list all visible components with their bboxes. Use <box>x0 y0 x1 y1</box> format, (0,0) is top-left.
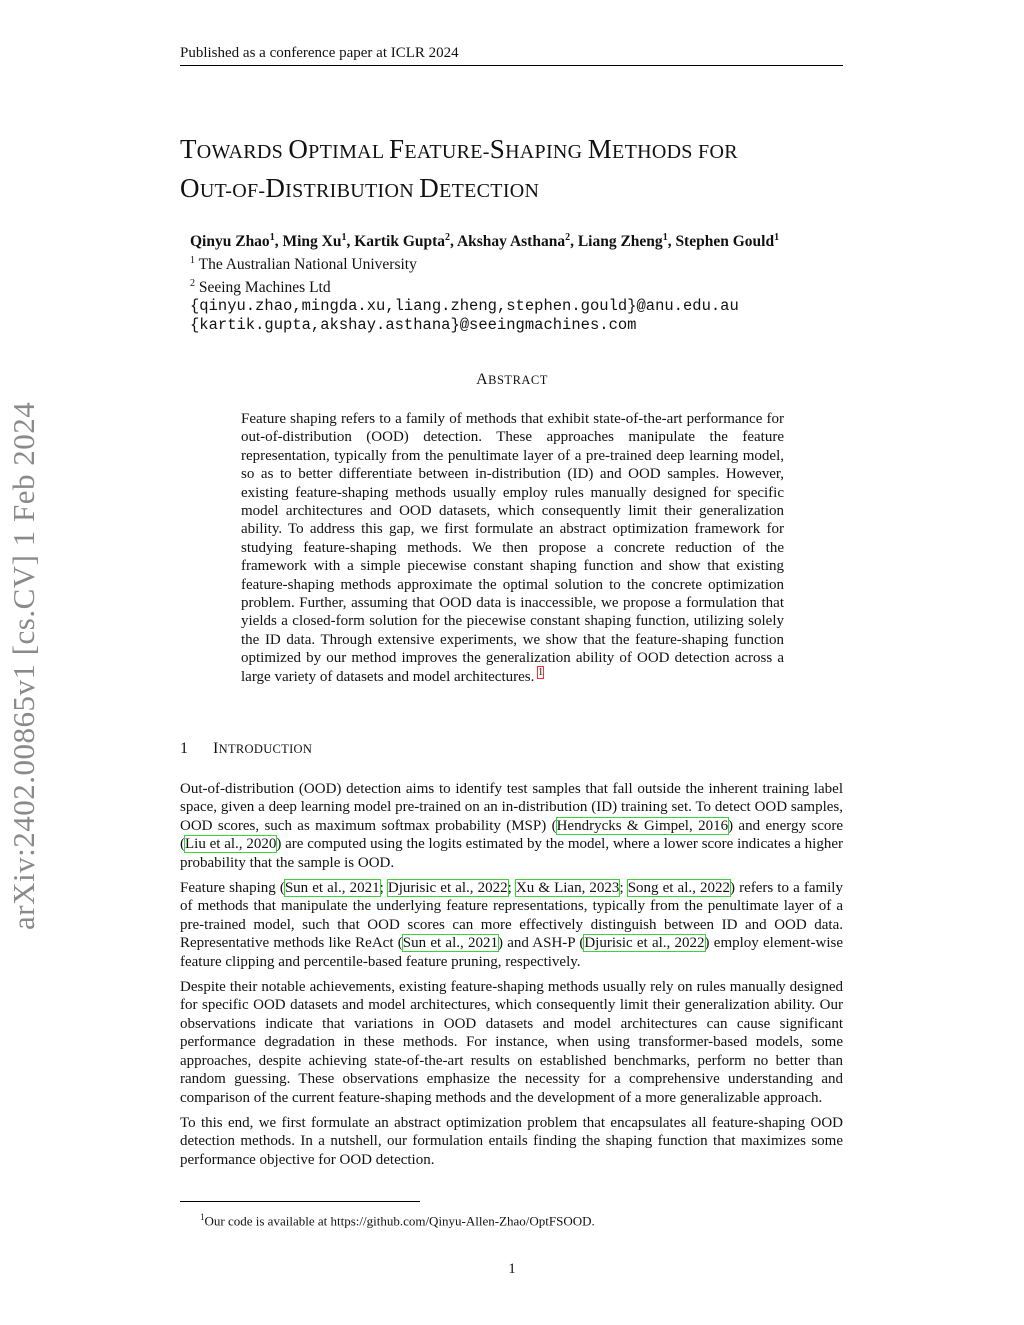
paragraph-text: ) and ASH-P ( <box>497 935 585 952</box>
title-rest: EATURE- <box>404 141 490 163</box>
author-separator: , <box>450 233 457 251</box>
paper-title <box>180 131 860 209</box>
title-cap: S <box>489 134 506 164</box>
footnote-rule <box>180 1201 420 1202</box>
title-rest: UT-OF- <box>199 180 266 202</box>
title-rest: HAPING <box>505 141 588 163</box>
abstract-heading: ABSTRACT <box>476 371 548 388</box>
citation-link[interactable]: Sun et al., 2021 <box>402 935 498 952</box>
paragraph <box>180 780 843 872</box>
title-cap: D <box>265 173 286 203</box>
author-affiliation-mark: 2 <box>445 232 451 243</box>
footnote: $^1$Our code is available at https://github.com/Qinyu-Allen-Zhao/OptFSOOD. <box>200 1212 595 1229</box>
running-header: Published as a conference paper at ICLR 2024 <box>180 44 843 66</box>
paragraph <box>180 879 843 971</box>
title-line-1 <box>180 131 860 170</box>
citation-link[interactable]: Sun et al., 2021 <box>284 880 380 897</box>
email-line-2: {kartik.gupta,akshay.asthana}@seeingmachines.com <box>190 316 637 335</box>
author-affiliation-mark: 1 <box>269 232 275 243</box>
paragraph-text: Out-of-distribution (OOD) detection aims to identify test samples that fall outside the inherent training label space, given a deep learning model pre-trained on an in-distribution (ID) training set. To detect OOD samples, OOD scores, such as maximum softmax probability (MSP) ( <box>180 781 843 834</box>
page-number: 1 <box>508 1261 516 1277</box>
title-rest: ISTRIBUTION <box>285 180 420 202</box>
paragraph-text: ) employ element-wise feature clipping and percentile-based feature pruning, respectively. <box>180 935 843 970</box>
author-block <box>190 228 850 335</box>
author-affiliation-mark: 1 <box>662 232 668 243</box>
author-name: Ming Xu <box>282 233 342 251</box>
title-cap: D <box>419 173 440 203</box>
arxiv-stamp: arXiv:2402.00865v1 [cs.CV] 1 Feb 2024 <box>6 401 41 930</box>
paragraph <box>180 978 843 1107</box>
title-cap: O <box>180 173 200 203</box>
paragraph-text: To this end, we first formulate an abstract optimization problem that encapsulates all feature-shaping OOD detection methods. In a nutshell, our formulation entails finding the shaping function that maximizes some performance objective for OOD detection. <box>180 1114 843 1168</box>
citation-link[interactable]: Djurisic et al., 2022 <box>387 880 508 897</box>
citation-link[interactable]: Song et al., 2022 <box>627 880 730 897</box>
title-rest: ETECTION <box>439 180 540 202</box>
section-heading: 1 INTRODUCTION <box>180 740 313 757</box>
author-name: Kartik Gupta <box>354 233 446 251</box>
title-rest: OWARDS <box>196 141 289 163</box>
author-affiliation-mark: 2 <box>565 232 571 243</box>
author-list <box>190 228 850 251</box>
citation-link[interactable]: Djurisic et al., 2022 <box>584 935 705 952</box>
citation-link[interactable]: Liu et al., 2020 <box>185 836 277 853</box>
author-name: Liang Zheng <box>577 233 663 251</box>
affiliation-2: $^2$ Seeing Machines Ltd <box>190 278 331 297</box>
author-separator: , <box>274 233 283 251</box>
title-cap: M <box>587 134 613 164</box>
title-rest: PTIMAL <box>308 141 389 163</box>
email-line-1: {qinyu.zhao,mingda.xu,liang.zheng,stephen.gould}@anu.edu.au <box>190 297 739 316</box>
footnote-link[interactable]: 1 <box>538 666 544 678</box>
paragraph-text: Despite their notable achievements, existing feature-shaping methods usually rely on rules manually designed for specific OOD datasets and model architectures, which consequently limit their generalization ability. Our observations indicate that variations in OOD datasets and model architectures can cause significant performance degradation in these methods. For instance, when using transformer-based models, some approaches, despite achieving state-of-the-art results on established benchmarks, perform no better than random guessing. These observations emphasize the necessity for a comprehensive understanding and comparison of the current feature-shaping methods and the development of a more generalizable approach. <box>180 979 843 1106</box>
abstract-body <box>241 410 784 686</box>
title-rest: ETHODS FOR <box>612 141 738 163</box>
title-line-2 <box>180 170 860 209</box>
title-cap: F <box>388 134 405 164</box>
paragraph <box>180 1114 843 1169</box>
paragraph-text: ; <box>379 880 388 897</box>
affiliation-1: $^1$ The Australian National University <box>190 255 417 274</box>
author-name: Qinyu Zhao <box>190 233 270 251</box>
author-name: Stephen Gould <box>675 233 775 251</box>
title-cap: T <box>180 134 197 164</box>
paragraph-text: ; <box>507 880 516 897</box>
paragraph-text: ) are computed using the logits estimated by the model, where a lower score indicates a higher probability that the sample is OOD. <box>180 836 843 871</box>
introduction-body <box>180 780 843 1176</box>
author-separator: , <box>346 233 355 251</box>
citation-link[interactable]: Xu & Lian, 2023 <box>515 880 620 897</box>
paragraph-text: ) refers to a family of methods that manipulate the underlying feature representations, typically from the penultimate layer of a pre-trained model, such that OOD scores can more effectively distinguish between ID and OOD data. Representative methods like ReAct ( <box>180 880 843 952</box>
paragraph-text: Feature shaping ( <box>180 880 285 897</box>
paragraph-text: ; <box>619 880 628 897</box>
author-separator: , <box>570 233 578 251</box>
author-name: Akshay Asthana <box>456 233 566 251</box>
paragraph-text: ) and energy score ( <box>180 817 843 853</box>
title-cap: O <box>288 134 309 164</box>
author-affiliation-mark: 1 <box>774 232 780 243</box>
abstract-text: Feature shaping refers to a family of methods that exhibit state-of-the-art performance for out-of-distribution (OOD) detection. These approaches manipulate the feature representation, typically from the penultimate layer of a pre-trained deep learning model, so as to better differentiate between in-distribution (ID) and OOD samples. However, existing feature-shaping methods usually employ rules manually designed for specific model architectures and OOD datasets, which consequently limit their generalization ability. To address this gap, we first formulate an abstract optimization framework for studying feature-shaping methods. We then propose a concrete reduction of the framework with a simple piecewise constant shaping function and show that existing feature-shaping methods approximate the optimal solution to the concrete optimization problem. Further, assuming that OOD data is inaccessible, we propose a formulation that yields a closed-form solution for the piecewise constant shaping function, utilizing solely the ID data. Through extensive experiments, we show that the feature-shaping function optimized by our method improves the generalization ability of OOD detection across a large variety of datasets and model architectures. <box>241 411 784 685</box>
citation-link[interactable]: Hendrycks & Gimpel, 2016 <box>556 817 729 834</box>
author-affiliation-mark: 1 <box>341 232 347 243</box>
author-separator: , <box>667 233 676 251</box>
